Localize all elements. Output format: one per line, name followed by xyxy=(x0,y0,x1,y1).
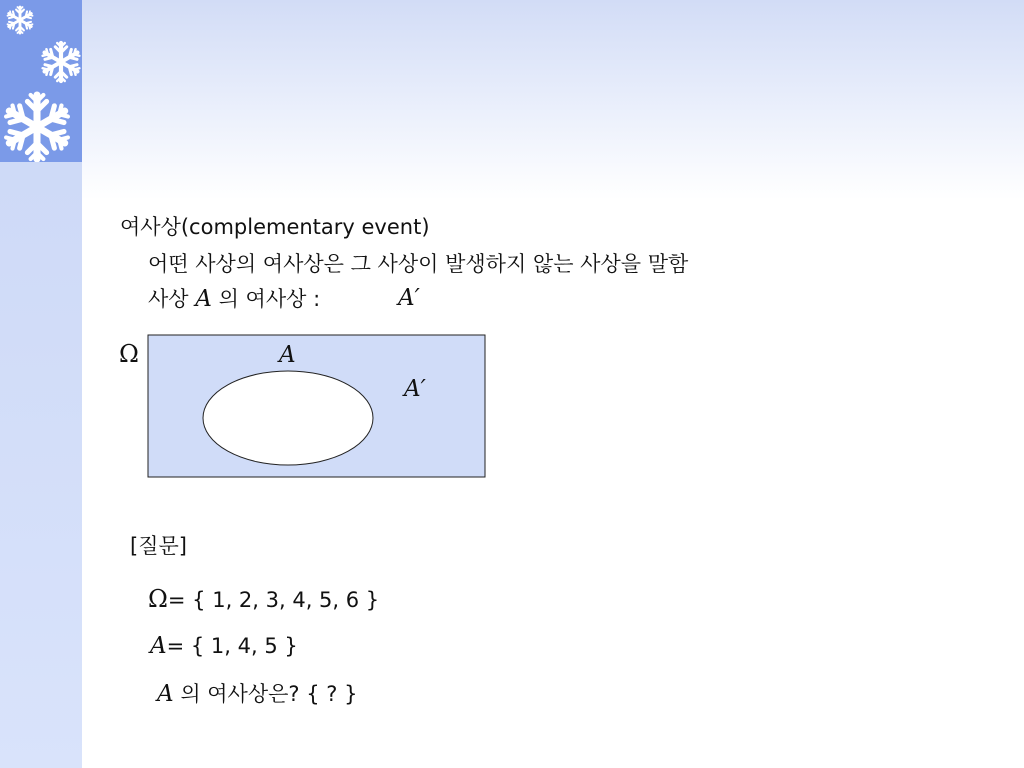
omega-symbol: Ω xyxy=(148,585,168,613)
a-set-values: = { 1, 4, 5 } xyxy=(166,634,298,658)
question-line-complement xyxy=(157,678,357,708)
event-a-ellipse xyxy=(203,371,373,465)
omega-set-values: = { 1, 2, 3, 4, 5, 6 } xyxy=(167,588,380,612)
set-a-symbol: A xyxy=(195,286,212,312)
venn-label-a-complement: A′ xyxy=(404,376,426,402)
set-a-symbol: A xyxy=(157,681,174,707)
complement-notation: A′ xyxy=(398,285,420,311)
set-a-symbol: A xyxy=(150,633,167,659)
notation-prefix: 사상 xyxy=(148,287,189,311)
definition-text: 어떤 사상의 여사상은 그 사상이 발생하지 않는 사상을 말함 xyxy=(148,252,689,276)
slide-title: 여사상(complementary event) xyxy=(120,215,430,239)
notation-mid: 의 여사상 : xyxy=(218,287,321,311)
question-line-omega xyxy=(148,585,379,613)
venn-label-a: A xyxy=(279,342,296,368)
complement-question: 의 여사상은? { ? } xyxy=(180,682,358,706)
question-line-a xyxy=(150,633,298,659)
question-heading: [질문] xyxy=(130,534,187,558)
omega-label: Ω xyxy=(119,340,139,368)
